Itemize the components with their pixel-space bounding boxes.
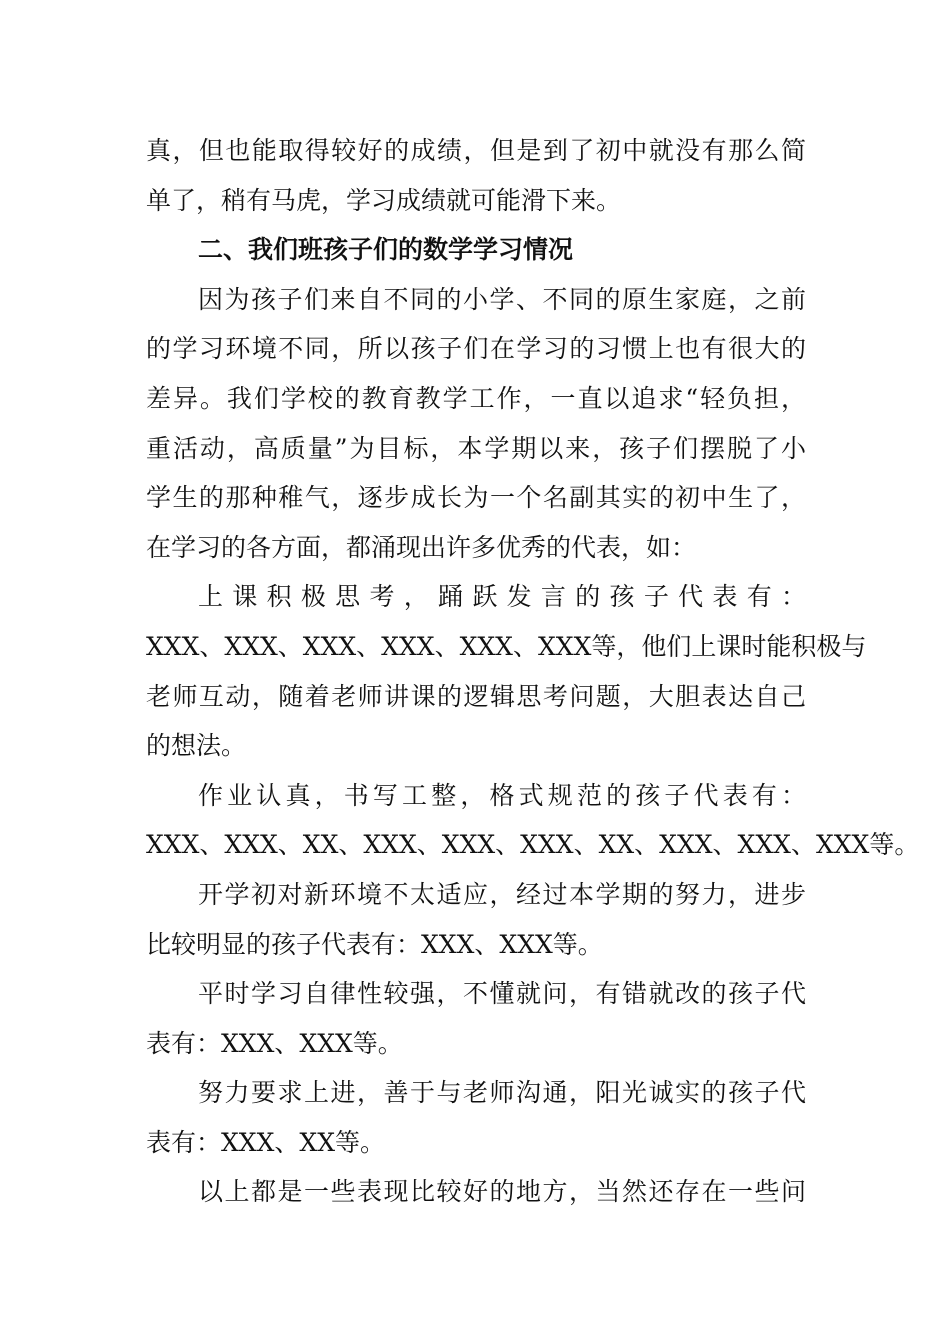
paragraph-line: 的想法。 xyxy=(146,731,247,761)
section-heading: 二、我们班孩子们的数学学习情况 xyxy=(198,235,574,265)
document-body xyxy=(146,126,920,1217)
paragraph-line: 表有：XXX、XXX等。 xyxy=(146,1028,403,1058)
paragraph-line: 差异。我们学校的教育教学工作，一直以追求“轻负担， xyxy=(146,383,806,413)
paragraph-line: 比较明显的孩子代表有：XXX、XXX等。 xyxy=(146,929,603,959)
paragraph-line: 作业认真，书写工整，格式规范的孩子代表有： xyxy=(198,780,806,810)
paragraph-line: 重活动，高质量”为目标，本学期以来，孩子们摆脱了小 xyxy=(146,433,806,463)
paragraph-line: 表有：XXX、XX等。 xyxy=(146,1127,385,1157)
paragraph-line: 上课积极思考，踊跃发言的孩子代表有： xyxy=(198,582,806,612)
paragraph-line: 真，但也能取得较好的成绩，但是到了初中就没有那么简 xyxy=(146,136,806,165)
paragraph-line: 在学习的各方面，都涌现出许多优秀的代表，如： xyxy=(146,532,697,562)
paragraph-line: 努力要求上进，善于与老师沟通，阳光诚实的孩子代 xyxy=(198,1078,806,1108)
paragraph-line: 开学初对新环境不太适应，经过本学期的努力，进步 xyxy=(198,879,806,909)
paragraph-line: 单了，稍有马虎，学习成绩就可能滑下来。 xyxy=(146,185,622,215)
paragraph-line: XXX、XXX、XXX、XXX、XXX、XXX等，他们上课时能积极与 xyxy=(146,631,867,661)
paragraph-line: XXX、XXX、XX、XXX、XXX、XXX、XX、XXX、XXX、XXX等。 xyxy=(146,830,920,860)
paragraph-line: 因为孩子们来自不同的小学、不同的原生家庭，之前 xyxy=(198,284,806,314)
paragraph-line: 老师互动，随着老师讲课的逻辑思考问题，大胆表达自己 xyxy=(146,681,806,711)
paragraph-line: 平时学习自律性较强，不懂就问，有错就改的孩子代 xyxy=(198,979,806,1009)
paragraph-line: 以上都是一些表现比较好的地方，当然还存在一些问 xyxy=(198,1177,806,1207)
paragraph-line: 的学习环境不同，所以孩子们在学习的习惯上也有很大的 xyxy=(146,334,806,364)
paragraph-line: 学生的那种稚气，逐步成长为一个名副其实的初中生了， xyxy=(146,483,806,513)
